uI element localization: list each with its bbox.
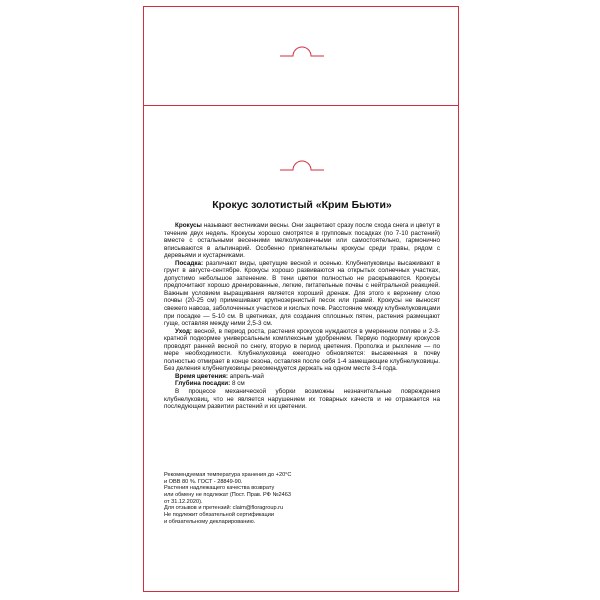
care-label: Уход: bbox=[175, 327, 192, 335]
storage-line: Рекомендуемая температура хранения до +20°С bbox=[164, 472, 292, 478]
certification-line: и обязательному декларированию. bbox=[164, 518, 256, 525]
intro-text: называют вестниками весны. Они зацветают сразу после схода снега и цветут в течение двух недель. Крокусы хорошо смотрятся в групповых посадках (по 7-10 растений) вместе с остальными весенними мелколуковичными или самостоятельно, гармонично вписываются в альпинарий. Особенно привлекательны крокусы среди травы, рядом с деревьями и кустарниками. bbox=[164, 222, 440, 260]
seed-packet bbox=[143, 6, 459, 592]
planting-label: Посадка: bbox=[175, 259, 204, 267]
intro-paragraph bbox=[164, 222, 440, 260]
bloom-label: Время цветения: bbox=[175, 372, 229, 380]
depth-value: 8 см bbox=[230, 380, 245, 388]
fold-line bbox=[144, 105, 458, 106]
contacts-line: Для отзывов и претензий: claim@floragroup.ru bbox=[164, 505, 284, 512]
planting-paragraph bbox=[164, 260, 440, 328]
certification-line: Не подлежит обязательной сертификации bbox=[164, 511, 274, 518]
hang-hole-icon bbox=[280, 151, 324, 171]
intro-lead: Крокусы bbox=[175, 222, 202, 229]
harvest-note: В процессе механической уборки возможны незначительные повреждения клубнелуковиц, что не является нарушением их товарных качеств и не отражается на последующем развитии растений и их цветении. bbox=[164, 388, 440, 411]
description bbox=[164, 199, 440, 411]
return-line: Растения надлежащего качества возврату bbox=[164, 485, 275, 492]
planting-text: различают виды, цветущие весной и осенью. Клубнелуковицы высаживают в грунт в августе-сентябре. Крокусы хорошо развиваются на открытых солнечных участках, допустимо небольшое затенение. В тени цветки полностью не раскрываются. Крокусы предпочитают хорошо дренированные, легкие, питательные почвы с нейтральной реакцией. Важным условием выращивания является хороший дренаж. Для этого к верхнему слою почвы (20-25 см) примешивают крупнозернистый песок или гравий. Крокусы не выносят свежего навоза, заболоченных участков и кислых почв. Расстояние между клубнелуковицами при посадке — 5-10 см. В цветниках, для создания сплошных пятен, растения размещают гуще, оставляя между ними 2,5-3 см. bbox=[164, 259, 440, 328]
hang-hole-mid-outline bbox=[280, 161, 324, 170]
packet-footer bbox=[164, 472, 354, 525]
care-paragraph bbox=[164, 328, 440, 373]
bloom-value: апрель-май bbox=[228, 372, 264, 380]
return-line: от 31.12.2020). bbox=[164, 498, 203, 505]
care-text: весной, в период роста, растения крокусов нуждаются в умеренном поливе и 2-3-кратной подкормке универсальным комплексным удобрением. Первую подкормку крокусов проводят ранней весной по снегу, вторую в период цветения. Прополка и рыхление — по мере необходимости. Клубнелуковица ежегодно обновляется: высаженная в почву полностью отмирает в конце сезона, оставляя после себя 1-4 замещающие клубнелуковицы. Без деления клубнелуковицы рекомендуется держать на одном месте 3-4 года. bbox=[164, 327, 440, 373]
planting-depth bbox=[164, 380, 440, 388]
depth-label: Глубина посадки: bbox=[175, 380, 231, 388]
hang-hole-top-outline bbox=[280, 47, 324, 56]
product-title: Крокус золотистый «Крим Бьюти» bbox=[212, 199, 392, 211]
hang-hole-icon bbox=[280, 37, 324, 57]
storage-line: и ОВВ 80 %. ГОСТ - 28849-90. bbox=[164, 478, 243, 485]
return-line: или обмену не подлежат (Пост. Прав. РФ №2463 bbox=[164, 491, 291, 498]
